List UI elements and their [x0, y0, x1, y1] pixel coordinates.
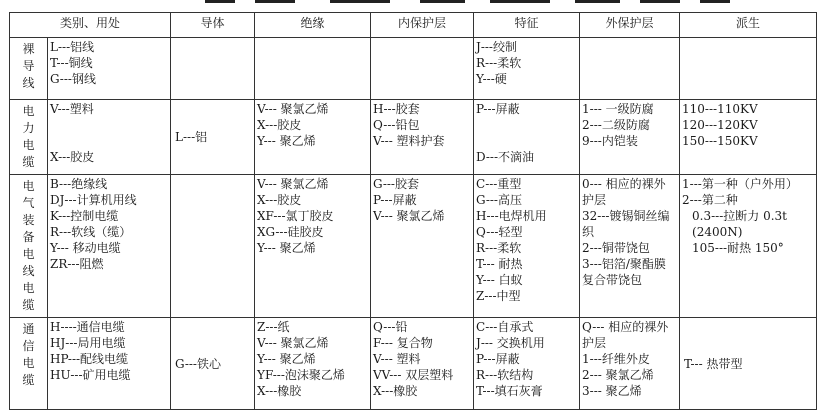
header-outer-sheath: 外保护层 [580, 13, 680, 38]
category-cell: 通 信 电 缆 [10, 318, 48, 410]
feature-cell: C---自承式 J--- 交换机用 P---屏蔽 R---软结构 T---填石灰膏 [474, 318, 580, 410]
header-derived: 派生 [680, 13, 817, 38]
outer-sheath-cell: 1--- 一级防腐 2---二级防腐 9---内铠装 [580, 100, 680, 175]
header-category: 类别、用处 [10, 13, 171, 38]
outer-sheath-cell [580, 38, 680, 100]
outer-sheath-cell: Q--- 相应的裸外护层 1---纤维外皮 2--- 聚氯乙烯 3--- 聚乙烯 [580, 318, 680, 410]
inner-sheath-cell: Q---铅 F--- 复合物 V--- 塑料 VV--- 双层塑料 X---橡胶 [371, 318, 474, 410]
conductor-cell [171, 38, 255, 100]
inner-sheath-cell: G---胶套 P---屏蔽 V--- 聚氯乙烯 [371, 175, 474, 318]
derived-cell: 1---第一种（户外用） 2---第二种 0.3---拉断力 0.3t (2400N) 105---耐热 150° [680, 175, 817, 318]
header-inner-sheath: 内保护层 [371, 13, 474, 38]
feature-cell: C---重型 G---高压 H---电焊机用 Q---轻型 R---柔软 T--- 耐热 Y--- 白蚁 Z---中型 [474, 175, 580, 318]
derived-cell [680, 38, 817, 100]
inner-sheath-cell: H---胶套 Q---铅包 V--- 塑料护套 [371, 100, 474, 175]
feature-cell: J---绞制 R---柔软 Y---硬 [474, 38, 580, 100]
header-feature: 特征 [474, 13, 580, 38]
header-insulation: 绝缘 [255, 13, 371, 38]
usage-cell: B---绝缘线 DJ---计算机用线 K---控制电缆 R---软线（缆） Y--- 移动电缆 ZR---阻燃 [48, 175, 171, 318]
header-conductor: 导体 [171, 13, 255, 38]
cropped-header-strokes [0, 0, 824, 4]
header-row [10, 13, 817, 38]
conductor-cell [171, 175, 255, 318]
table-row [10, 175, 817, 318]
category-cell: 电 力 电 缆 [10, 100, 48, 175]
insulation-cell [255, 38, 371, 100]
table-row [10, 318, 817, 410]
table-row [10, 38, 817, 100]
insulation-cell: Z---纸 V--- 聚氯乙烯 Y--- 聚乙烯 YF---泡沫聚乙烯 X---橡胶 [255, 318, 371, 410]
feature-cell: P---屏蔽 D---不滴油 [474, 100, 580, 175]
usage-cell: L---铝线 T---铜线 G---钢线 [48, 38, 171, 100]
derived-cell: 110---110KV 120---120KV 150---150KV [680, 100, 817, 175]
outer-sheath-cell: 0--- 相应的裸外护层 32---镀锡铜丝编织 2---铜带饶包 3---铝箔/聚酯膜复合带饶包 [580, 175, 680, 318]
derived-cell: T--- 热带型 [680, 318, 817, 410]
insulation-cell: V--- 聚氯乙烯 X---胶皮 XF---氯丁胶皮 XG---硅胶皮 Y--- 聚乙烯 [255, 175, 371, 318]
insulation-cell: V--- 聚氯乙烯 X---胶皮 Y--- 聚乙烯 [255, 100, 371, 175]
inner-sheath-cell [371, 38, 474, 100]
cable-model-table [9, 12, 817, 410]
table-row [10, 100, 817, 175]
usage-cell: H----通信电缆 HJ---局用电缆 HP---配线电缆 HU---矿用电缆 [48, 318, 171, 410]
usage-cell: V---塑料 X---胶皮 [48, 100, 171, 175]
category-cell: 电 气 装 备 电 线 电 缆 [10, 175, 48, 318]
conductor-cell: L---铝 [171, 100, 255, 175]
conductor-cell: G---铁心 [171, 318, 255, 410]
category-cell: 裸 导 线 [10, 38, 48, 100]
